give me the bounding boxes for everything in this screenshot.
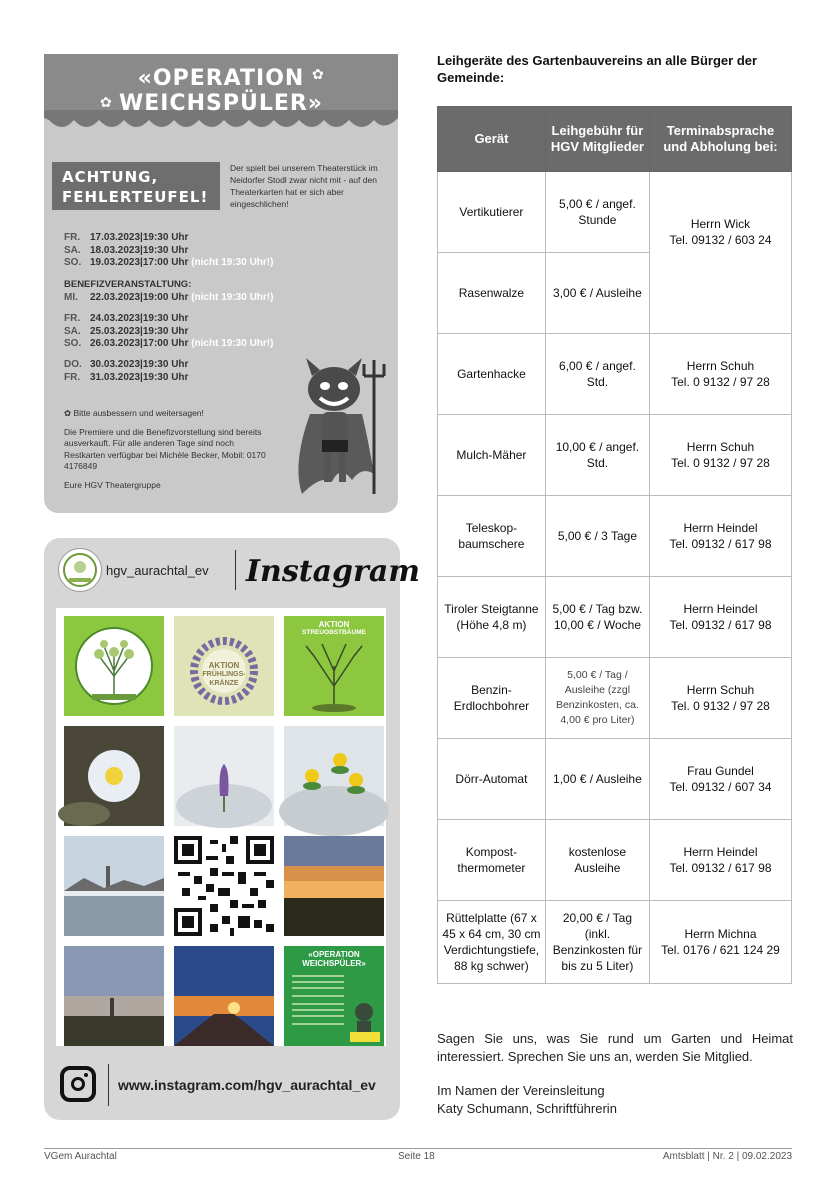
post-aktion-fruehlingskraenze[interactable] xyxy=(174,616,274,716)
contact-name: Herrn Heindel xyxy=(683,602,758,616)
contact-cell xyxy=(649,739,791,820)
footer-right: Amtsblatt | Nr. 2 | 09.02.2023 xyxy=(662,1151,792,1162)
contact-phone: Tel. 09132 / 617 98 xyxy=(669,618,772,632)
contact-phone: Tel. 0 9132 / 97 28 xyxy=(671,375,770,389)
date-row: SO. 26.03.2023|17:00 Uhr (nicht 19:30 Uhr!) xyxy=(64,338,274,349)
post-photo-crocus[interactable] xyxy=(174,726,274,826)
contact-name: Frau Gundel xyxy=(687,764,754,778)
warning-badge-line1: ACHTUNG, xyxy=(62,168,159,186)
fee-cell: 5,00 € / angef. Stunde xyxy=(545,172,649,253)
post-photo-winter-aconite[interactable] xyxy=(284,726,384,826)
post-photo-village-lake[interactable] xyxy=(64,836,164,936)
column-header-geraet: Gerät xyxy=(438,107,546,172)
fee-cell: 5,00 € / Tag bzw. 10,00 € / Woche xyxy=(545,577,649,658)
contact-name: Herrn Michna xyxy=(684,927,757,941)
signature-line1: Im Namen der Vereinsleitung xyxy=(437,1083,605,1098)
dates-block-d xyxy=(64,359,188,384)
tile-caption: WEICHSPÜLER» xyxy=(302,959,366,968)
table-row xyxy=(438,577,792,658)
club-logo xyxy=(58,548,102,592)
advert-intro: Der spielt bei unserem Theaterstück im Neidorfer Stodl zwar nicht mit - auf den Theaterkarten hat er sich aber eingeschlichen! xyxy=(230,163,378,209)
contact-phone: Tel. 0 9132 / 97 28 xyxy=(671,699,770,713)
tile-caption: STREUOBSTBÄUME xyxy=(302,629,366,636)
instagram-footer xyxy=(56,1062,388,1110)
date-row: SO. 19.03.2023|17:00 Uhr (nicht 19:30 Uhr!) xyxy=(64,257,274,268)
fee-cell: 10,00 € / angef. Std. xyxy=(545,415,649,496)
fee-cell: 20,00 € / Tag (inkl. Benzinkosten für bis zu 5 Liter) xyxy=(545,901,649,984)
contact-cell xyxy=(649,415,791,496)
page-number: Seite 18 xyxy=(398,1151,435,1162)
item-cell: Dörr-Automat xyxy=(438,739,546,820)
date-row: FR. 17.03.2023|19:30 Uhr xyxy=(64,232,189,243)
post-aktion-streuobst[interactable] xyxy=(284,616,384,716)
contact-cell xyxy=(649,334,791,415)
fee-cell: 5,00 € / 3 Tage xyxy=(545,496,649,577)
contact-cell xyxy=(649,172,791,334)
contact-phone: Tel. 09132 / 603 24 xyxy=(669,233,772,247)
advert-notes xyxy=(64,408,274,498)
post-photo-road-sunset[interactable] xyxy=(174,946,274,1046)
contact-cell xyxy=(649,901,791,984)
tile-caption: KRÄNZE xyxy=(209,680,239,687)
tile-caption: «OPERATION xyxy=(308,950,360,959)
theater-advert xyxy=(44,54,398,513)
daisy-icon: ✿ xyxy=(312,66,324,82)
table-row xyxy=(438,334,792,415)
table-row xyxy=(438,172,792,253)
table-row xyxy=(438,820,792,901)
advert-title-line1: «OPERATION xyxy=(137,66,305,91)
item-cell: Mulch-Mäher xyxy=(438,415,546,496)
item-cell: Teleskop-baumschere xyxy=(438,496,546,577)
item-cell: Rasenwalze xyxy=(438,253,546,334)
contact-name: Herrn Schuh xyxy=(686,683,755,697)
dates-block-b xyxy=(64,279,273,304)
divider xyxy=(235,550,236,590)
rental-heading: Leihgeräte des Gartenbauvereins an alle Bürger der Gemeinde: xyxy=(437,53,758,85)
post-photo-snow-flower[interactable] xyxy=(64,726,164,826)
post-photo-sunset[interactable] xyxy=(284,836,384,936)
table-row xyxy=(438,739,792,820)
contact-cell xyxy=(649,577,791,658)
contact-cell xyxy=(649,658,791,739)
date-row: DO. 30.03.2023|19:30 Uhr xyxy=(64,359,189,370)
warning-badge xyxy=(52,162,220,210)
benefiz-label: BENEFIZVERANSTALTUNG: xyxy=(64,279,192,290)
item-cell: Vertikutierer xyxy=(438,172,546,253)
contact-phone: Tel. 0 9132 / 97 28 xyxy=(671,456,770,470)
contact-cell xyxy=(649,496,791,577)
qr-code[interactable] xyxy=(174,836,274,936)
footer-left: VGem Aurachtal xyxy=(44,1151,117,1162)
contact-phone: Tel. 09132 / 617 98 xyxy=(669,537,772,551)
contact-cell xyxy=(649,820,791,901)
instagram-url-link[interactable]: www.instagram.com/hgv_aurachtal_ev xyxy=(118,1077,376,1093)
table-header-row xyxy=(438,107,792,172)
column-header-abholung: Terminabsprache und Abholung bei: xyxy=(649,107,791,172)
contact-phone: Tel. 0176 / 621 124 29 xyxy=(661,943,780,957)
date-row: MI. 22.03.2023|19:00 Uhr (nicht 19:30 Uhr!) xyxy=(64,291,274,303)
closing-paragraph: Sagen Sie uns, was Sie rund um Garten und Heimat interessiert. Sprechen Sie uns an, werden Sie Mitglied. xyxy=(437,1031,793,1064)
fee-cell: 3,00 € / Ausleihe xyxy=(545,253,649,334)
fix-note: ✿ Bitte ausbessern und weitersagen! xyxy=(64,408,204,418)
fee-cell: 1,00 € / Ausleihe xyxy=(545,739,649,820)
signature-block xyxy=(437,1082,617,1118)
table-row xyxy=(438,658,792,739)
table-row xyxy=(438,901,792,984)
item-cell: Rüttelplatte (67 x 45 x 64 cm, 30 cm Verdichtungstiefe, 88 kg schwer) xyxy=(438,901,546,984)
date-row: FR. 31.03.2023|19:30 Uhr xyxy=(64,371,189,383)
post-photo-dusk-village[interactable] xyxy=(64,946,164,1046)
column-header-leihgebuehr: Leihgebühr für HGV Mitglieder xyxy=(545,107,649,172)
item-cell: Gartenhacke xyxy=(438,334,546,415)
dates-block-a xyxy=(64,232,273,270)
instagram-post-grid xyxy=(56,608,386,1046)
advert-title-line2: WEICHSPÜLER» xyxy=(118,91,324,116)
table-row xyxy=(438,496,792,577)
contact-name: Herrn Heindel xyxy=(683,845,758,859)
tile-caption: FRÜHLINGS- xyxy=(202,671,246,678)
dates-block-c xyxy=(64,313,273,351)
contact-name: Herrn Schuh xyxy=(686,359,755,373)
divider xyxy=(108,1064,109,1106)
contact-phone: Tel. 09132 / 617 98 xyxy=(669,861,772,875)
instagram-wordmark: Instagram xyxy=(246,554,420,589)
table-row xyxy=(438,415,792,496)
fee-cell: 5,00 € / Tag / Ausleihe (zzgl Benzinkosten, ca. 4,00 € pro Liter) xyxy=(545,658,649,739)
item-cell: Kompost-thermometer xyxy=(438,820,546,901)
tile-caption: AKTION xyxy=(208,661,240,670)
contact-name: Herrn Heindel xyxy=(683,521,758,535)
contact-phone: Tel. 09132 / 607 34 xyxy=(669,780,772,794)
rental-table xyxy=(437,106,792,984)
daisy-icon: ✿ xyxy=(100,94,112,110)
instagram-card xyxy=(44,538,420,1120)
warning-badge-line2: FEHLERTEUFEL! xyxy=(62,188,209,206)
daisy-icon: ✿ xyxy=(64,408,74,418)
advert-signoff: Eure HGV Theatergruppe xyxy=(64,479,161,490)
contact-name: Herrn Schuh xyxy=(686,440,755,454)
date-row: FR. 24.03.2023|19:30 Uhr xyxy=(64,313,189,324)
contact-name: Herrn Wick xyxy=(690,217,751,231)
fee-cell: 6,00 € / angef. Std. xyxy=(545,334,649,415)
footer-rule xyxy=(44,1148,792,1149)
soldout-note: Die Premiere und die Benefizvorstellung sind bereits ausverkauft. Für alle anderen Tage sind noch Restkarten verfügbar bei Michèle Becker, Mobil: 0170 4176849 xyxy=(64,426,266,471)
instagram-icon[interactable] xyxy=(60,1066,96,1102)
item-cell: Tiroler Steigtanne (Höhe 4,8 m) xyxy=(438,577,546,658)
tile-caption: AKTION xyxy=(318,620,350,629)
signature-line2: Katy Schumann, Schriftführerin xyxy=(437,1101,617,1116)
item-cell: Benzin-Erdlochbohrer xyxy=(438,658,546,739)
instagram-handle[interactable]: hgv_aurachtal_ev xyxy=(106,563,209,578)
date-row: SA. 25.03.2023|19:30 Uhr xyxy=(64,325,189,337)
date-row: SA. 18.03.2023|19:30 Uhr xyxy=(64,244,189,256)
post-club-logo[interactable] xyxy=(64,616,164,716)
fee-cell: kostenlose Ausleihe xyxy=(545,820,649,901)
devil-illustration xyxy=(292,354,392,504)
post-operation-weichspueler[interactable] xyxy=(284,946,384,1046)
